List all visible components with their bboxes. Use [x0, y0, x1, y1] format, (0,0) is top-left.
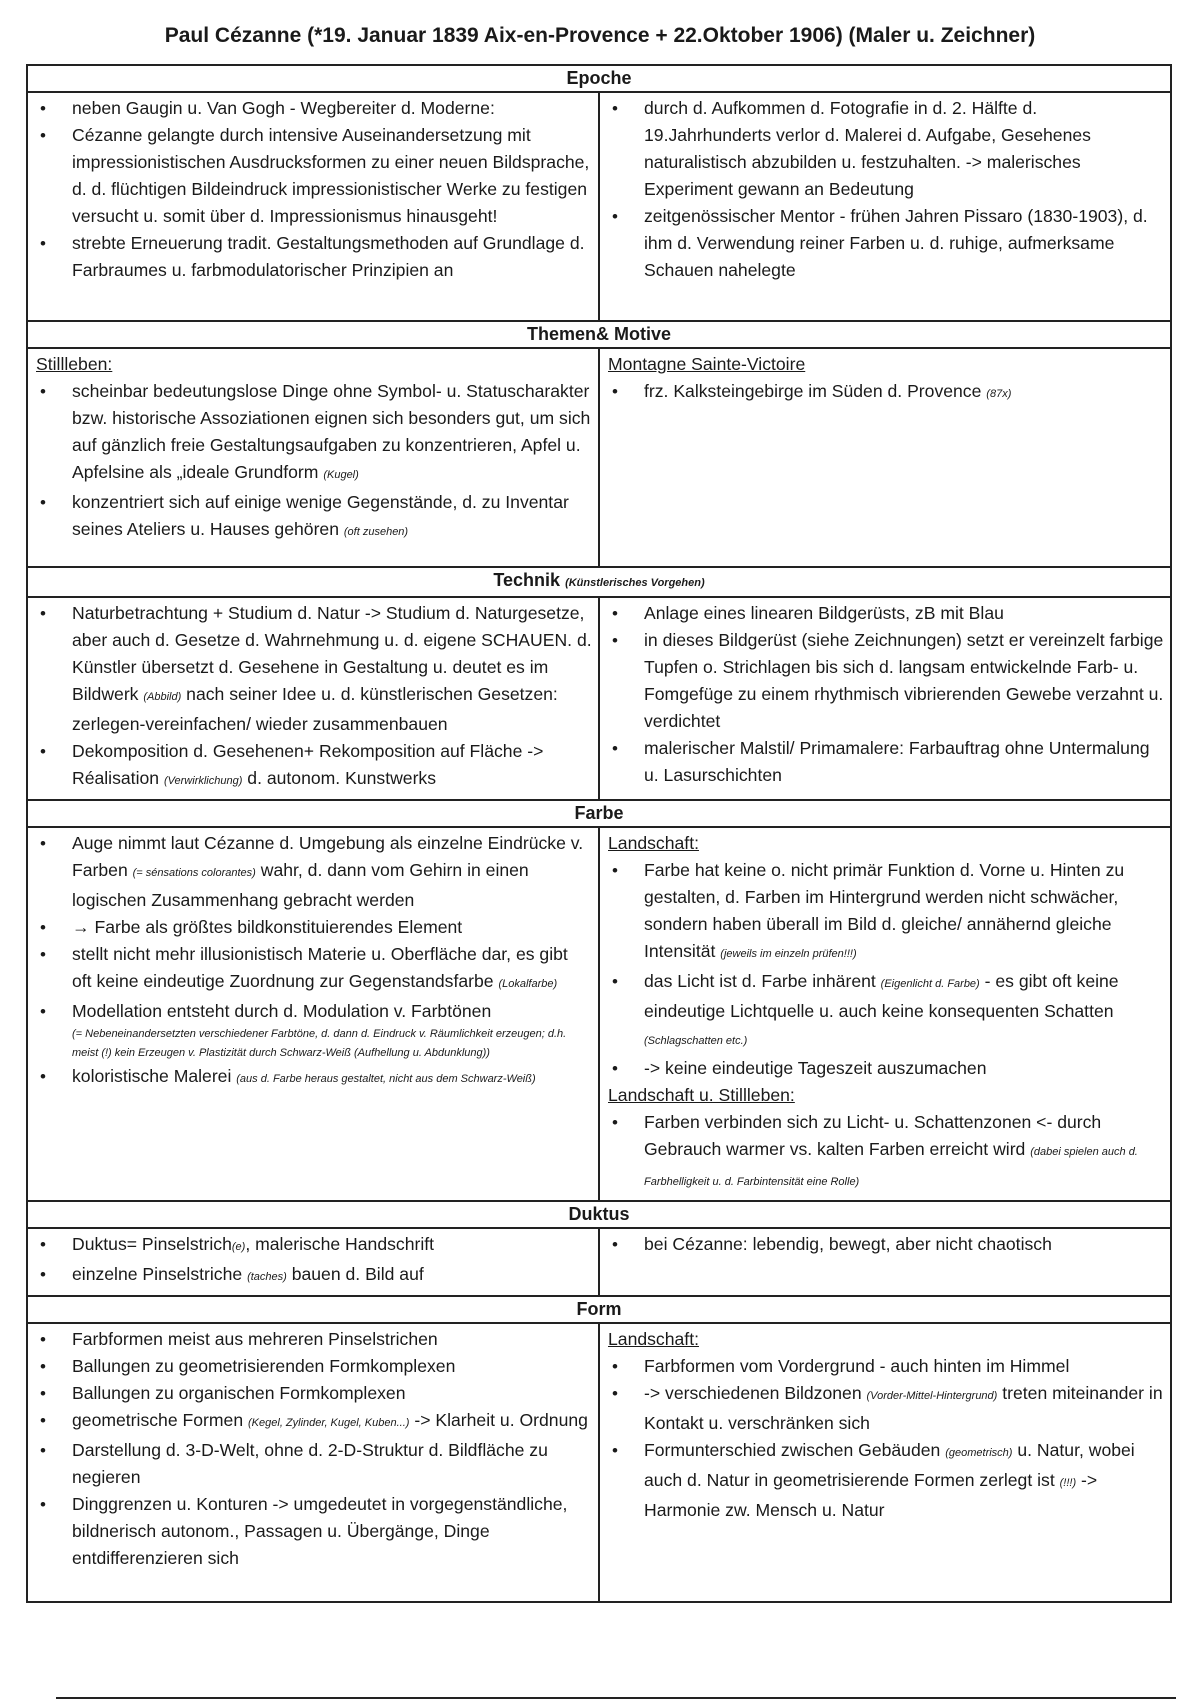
list-item: • in dieses Bildgerüst (siehe Zeichnungen) setzt er vereinzelt farbige Tupfen o. Strichlagen bis sich d. langsam entwickelnde Farb- u. Fomgefüge zu einem rhythmisch vibrierenden Gewebe verzahnt u. verdichtet: [608, 627, 1164, 735]
list-item: • geometrische Formen (Kegel, Zylinder, Kugel, Kuben...) -> Klarheit u. Ordnung: [36, 1407, 592, 1437]
list-item: • einzelne Pinselstriche (taches) bauen d. Bild auf: [36, 1261, 592, 1291]
list-item: • neben Gaugin u. Van Gogh - Wegbereiter d. Moderne:: [36, 95, 592, 122]
list-item: • Formunterschied zwischen Gebäuden (geometrisch) u. Natur, wobei auch d. Natur in geometrisierende Formen zerlegt ist (!!!) -> Harmonie zw. Mensch u. Natur: [608, 1437, 1164, 1524]
subheading: Landschaft:: [608, 1329, 699, 1349]
section-heading-themen: Themen& Motive: [27, 321, 1171, 348]
section-heading-form: Form: [27, 1296, 1171, 1323]
list-item: • Dinggrenzen u. Konturen -> umgedeutet in vorgegenständliche, bildnerisch autonom., Passagen u. Übergänge, Dinge entdifferenzieren sich: [36, 1491, 592, 1572]
overview-table: [26, 64, 1172, 1603]
farbe-right: [599, 827, 1171, 1201]
list-item: • Farbformen vom Vordergrund - auch hinten im Himmel: [608, 1353, 1164, 1380]
subheading: Montagne Sainte-Victoire: [608, 354, 806, 374]
list-item: • strebte Erneuerung tradit. Gestaltungsmethoden auf Grundlage d. Farbraumes u. farbmodulatorischer Prinzipien an: [36, 230, 592, 284]
list-item: • Anlage eines linearen Bildgerüsts, zB mit Blau: [608, 600, 1164, 627]
themen-left: [27, 348, 599, 567]
list-item: • scheinbar bedeutungslose Dinge ohne Symbol- u. Statuscharakter bzw. historische Assoziationen eignen sich besonders gut, um sich auf gänzlich freie Gestaltungsaufgaben zu konzentrieren, Apfel u. Apfelsine als „ideale Grundform (Kugel): [36, 378, 592, 489]
list-item: • Cézanne gelangte durch intensive Auseinandersetzung mit impressionistischen Ausdrucksformen zu einer neuen Bildsprache, d. d. flüchtigen Bildeindruck impressionistischer Werke zu festigen versucht u. somit über d. Impressionismus hinausgeht!: [36, 122, 592, 230]
page-title: Paul Cézanne (*19. Januar 1839 Aix-en-Provence + 22.Oktober 1906) (Maler u. Zeichner): [164, 24, 1036, 47]
form-left: [27, 1323, 599, 1602]
list-item: • durch d. Aufkommen d. Fotografie in d. 2. Hälfte d. 19.Jahrhunderts verlor d. Malerei d. Aufgabe, Gesehenes naturalistisch abzubilden u. festzuhalten. -> malerisches Experiment gewann an Bedeutung: [608, 95, 1164, 203]
epoche-right: [599, 92, 1171, 321]
list-item: • malerischer Malstil/ Primamalere: Farbauftrag ohne Untermalung u. Lasurschichten: [608, 735, 1164, 789]
list-item: • Darstellung d. 3-D-Welt, ohne d. 2-D-Struktur d. Bildfläche zu negieren: [36, 1437, 592, 1491]
list-item: • konzentriert sich auf einige wenige Gegenstände, d. zu Inventar seines Ateliers u. Hauses gehören (oft zusehen): [36, 489, 592, 546]
list-item: • -> keine eindeutige Tageszeit auszumachen: [608, 1055, 1164, 1082]
section-heading-epoche: Epoche: [27, 65, 1171, 92]
list-item: • → Farbe als größtes bildkonstituierendes Element: [36, 914, 592, 941]
technik-right: [599, 597, 1171, 800]
form-right: [599, 1323, 1171, 1602]
duktus-left: [27, 1228, 599, 1296]
list-item: • Duktus= Pinselstrich(e), malerische Handschrift: [36, 1231, 592, 1261]
farbe-left: [27, 827, 599, 1201]
duktus-right: [599, 1228, 1171, 1296]
list-item: • stellt nicht mehr illusionistisch Materie u. Oberfläche dar, es gibt oft keine eindeutige Zuordnung zur Gegenstandsfarbe (Lokalfarbe): [36, 941, 592, 998]
list-item: • das Licht ist d. Farbe inhärent (Eigenlicht d. Farbe) - es gibt oft keine eindeutige Lichtquelle u. auch keine konsequenten Schatten (Schlagschatten etc.): [608, 968, 1164, 1055]
section-heading-technik: Technik (Künstlerisches Vorgehen): [27, 567, 1171, 597]
epoche-left: [27, 92, 599, 321]
list-item: • Ballungen zu geometrisierenden Formkomplexen: [36, 1353, 592, 1380]
section-heading-duktus: Duktus: [27, 1201, 1171, 1228]
list-item: • Farbe hat keine o. nicht primär Funktion d. Vorne u. Hinten zu gestalten, d. Farben im Hintergrund werden nicht schwächer, sondern haben überall im Bild d. gleiche/ annähernd gleiche Intensität (jeweils im einzeln prüfen!!!): [608, 857, 1164, 968]
subheading: Landschaft:: [608, 833, 699, 853]
list-item: • Auge nimmt laut Cézanne d. Umgebung als einzelne Eindrücke v. Farben (= sénsations colorantes) wahr, d. dann vom Gehirn in einen logischen Zusammenhang gebracht werden: [36, 830, 592, 914]
list-item: • koloristische Malerei (aus d. Farbe heraus gestaltet, nicht aus dem Schwarz-Weiß): [36, 1063, 592, 1093]
list-item: • zeitgenössischer Mentor - frühen Jahren Pissaro (1830-1903), d. ihm d. Verwendung reiner Farben u. d. ruhige, aufmerksame Schauen nahelegte: [608, 203, 1164, 284]
technik-left: [27, 597, 599, 800]
subheading: Stillleben:: [36, 354, 113, 374]
list-item: • Farbformen meist aus mehreren Pinselstrichen: [36, 1326, 592, 1353]
list-item: • Ballungen zu organischen Formkomplexen: [36, 1380, 592, 1407]
list-item: • bei Cézanne: lebendig, bewegt, aber nicht chaotisch: [608, 1231, 1164, 1258]
themen-right: [599, 348, 1171, 567]
list-item: • Farben verbinden sich zu Licht- u. Schattenzonen <- durch Gebrauch warmer vs. kalten Farben erreicht wird (dabei spielen auch d. Farbhelligkeit u. d. Farbintensität eine Rolle): [608, 1109, 1164, 1196]
list-item: • Dekomposition d. Gesehenen+ Rekomposition auf Fläche -> Réalisation (Verwirklichung) d. autonom. Kunstwerks: [36, 738, 592, 795]
footer-divider: [56, 1697, 1176, 1699]
list-item: • frz. Kalksteingebirge im Süden d. Provence (87x): [608, 378, 1164, 408]
subheading: Landschaft u. Stillleben:: [608, 1085, 795, 1105]
list-item: • -> verschiedenen Bildzonen (Vorder-Mittel-Hintergrund) treten miteinander in Kontakt u. verschränken sich: [608, 1380, 1164, 1437]
section-heading-farbe: Farbe: [27, 800, 1171, 827]
list-item: • Naturbetrachtung + Studium d. Natur -> Studium d. Naturgesetze, aber auch d. Gesetze d. Wahrnehmung u. d. eigene SCHAUEN. d. Künstler übersetzt d. Gesehene in Gestaltung u. deutet es im Bildwerk (Abbild) nach seiner Idee u. d. künstlerischen Gesetzen: zerlegen-vereinfachen/ wieder zusammenbauen: [36, 600, 592, 738]
list-item: • Modellation entsteht durch d. Modulation v. Farbtönen (= Nebeneinandersetzten verschiedener Farbtöne, d. dann d. Eindruck v. Räumlichkeit erzeugen; d.h. meist (!) kein Erzeugen v. Plastizität durch Schwarz-Weiß (Aufhellung u. Abdunklung)): [36, 998, 592, 1063]
